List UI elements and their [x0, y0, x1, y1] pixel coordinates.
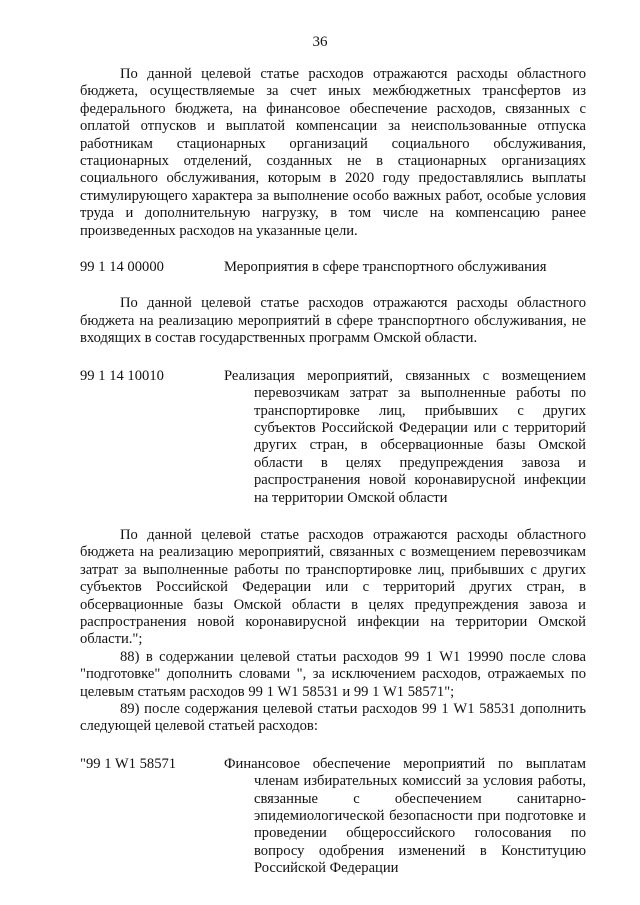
- paragraph-item-88: 88) в содержании целевой статьи расходов 99 1 W1 19990 после слова "подготовке" дополнить словами ", за исключением расходов, отражаемых по целевым статьям расходов 99 1 W1 58531 и 99 1 W1 58571";: [80, 648, 586, 700]
- paragraph-transport-description: По данной целевой статье расходов отражаются расходы областного бюджета на реализацию мероприятий в сфере транспортного обслуживания, не входящих в состав государственных программ Омской области.: [80, 295, 586, 347]
- paragraph-transfers-description: По данной целевой статье расходов отражаются расходы областного бюджета, осуществляемые за счет иных межбюджетных трансфертов из федерального бюджета, на финансовое обеспечение расходов, связанных с оплатой отпусков и выплатой компенсации за неиспользованные отпуска работникам стационарных организаций социального обслуживания, стационарных отделений, созданных не в стационарных организациях социального обслуживания, которым в 2020 году предоставлялись выплаты стимулирующего характера за выполнение особо важных работ, особые условия труда и дополнительную нагрузку, в том числе на компенсацию ранее произведенных расходов на указанные цели.: [80, 66, 586, 239]
- budget-entry-carriers: [80, 368, 586, 507]
- budget-entry-title: Мероприятия в сфере транспортного обслуживания: [224, 259, 547, 276]
- budget-entry-title: Финансовое обеспечение мероприятий по выплатам членам избирательных комиссий за условия работы, связанные с обеспечением санитарно-эпидемиологической безопасности при подготовке и проведении общероссийского голосования по вопросу одобрения изменений в Конституцию Российской Федерации: [224, 755, 586, 877]
- budget-code: 99 1 14 00000: [80, 259, 164, 276]
- budget-code: 99 1 14 10010: [80, 367, 164, 384]
- budget-entry-election-commissions: [80, 756, 586, 878]
- budget-entry-transport: [80, 259, 586, 276]
- page-number: 36: [312, 34, 328, 50]
- paragraph-item-89: 89) после содержания целевой статьи расходов 99 1 W1 58531 дополнить следующей целевой статьей расходов:: [80, 701, 586, 735]
- budget-entry-title: Реализация мероприятий, связанных с возмещением перевозчикам затрат за выполненные работы по транспортировке лиц, прибывших с других субъектов Российской Федерации или с территорий других стран, в обсервационные базы Омской области в целях предупреждения завоза и распространения новой коронавирусной инфекции на территории Омской области: [224, 367, 586, 506]
- document-body: [80, 66, 586, 878]
- paragraph-carriers-description: По данной целевой статье расходов отражаются расходы областного бюджета на реализацию мероприятий, связанных с возмещением перевозчикам затрат за выполненные работы по транспортировке лиц, прибывших с других субъектов Российской Федерации или с территорий других стран, в обсервационные базы Омской области в целях предупреждения завоза и распространения новой коронавирусной инфекции на территории Омской области.";: [80, 526, 586, 648]
- budget-code: "99 1 W1 58571: [80, 755, 177, 772]
